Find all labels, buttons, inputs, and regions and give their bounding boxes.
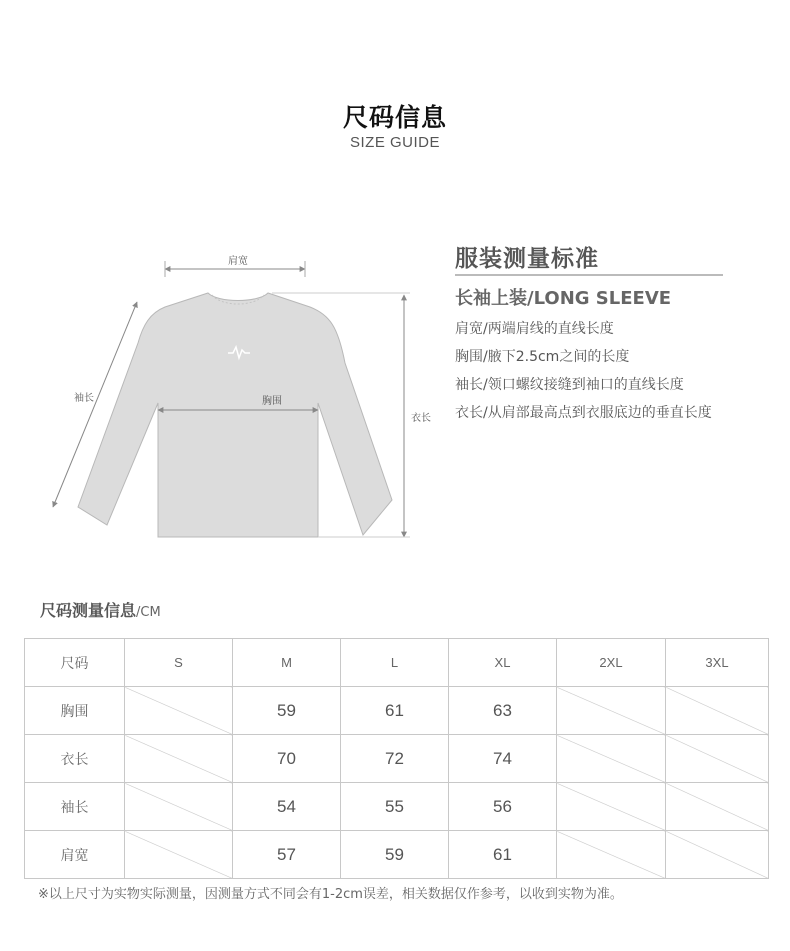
standard-divider <box>455 274 723 276</box>
table-cell: 61 <box>449 831 557 879</box>
page-subtitle: SIZE GUIDE <box>349 134 440 151</box>
size-table-title-text: 尺码测量信息 <box>40 601 137 620</box>
table-cell-empty <box>666 831 769 879</box>
table-header-row <box>25 639 769 687</box>
page-title: 尺码信息 <box>342 103 447 132</box>
table-cell-empty <box>557 783 666 831</box>
sleeve-label: 袖长 <box>74 393 94 404</box>
table-cell: 56 <box>449 783 557 831</box>
table-cell-empty <box>666 735 769 783</box>
table-cell-empty <box>666 687 769 735</box>
standard-item: 胸围/腋下2.5cm之间的长度 <box>455 349 630 365</box>
table-cell: 74 <box>449 735 557 783</box>
standard-list <box>455 318 712 430</box>
table-header-cell: 3XL <box>666 639 769 687</box>
table-row <box>25 735 769 783</box>
shirt-outline <box>78 293 392 537</box>
table-cell: 衣长 <box>25 735 125 783</box>
table-cell-empty <box>557 735 666 783</box>
table-header-cell: 2XL <box>557 639 666 687</box>
table-cell-empty <box>125 687 233 735</box>
table-row <box>25 687 769 735</box>
table-cell-empty <box>125 831 233 879</box>
table-header-cell: XL <box>449 639 557 687</box>
table-cell: 胸围 <box>25 687 125 735</box>
table-cell-empty <box>557 831 666 879</box>
table-cell: 70 <box>233 735 341 783</box>
table-cell-empty <box>666 783 769 831</box>
table-cell: 61 <box>341 687 449 735</box>
standard-subtitle: 长袖上装/LONG SLEEVE <box>455 288 672 309</box>
table-cell: 59 <box>341 831 449 879</box>
table-row <box>25 831 769 879</box>
table-cell: 55 <box>341 783 449 831</box>
standard-item: 袖长/领口螺纹接缝到袖口的直线长度 <box>455 377 684 393</box>
table-row <box>25 783 769 831</box>
table-cell: 72 <box>341 735 449 783</box>
table-header-cell: L <box>341 639 449 687</box>
disclaimer-note: ※以上尺寸为实物实际测量，因测量方式不同会有1-2cm误差，相关数据仅作参考，以收到实物为准。 <box>38 887 623 902</box>
table-header-cell: M <box>233 639 341 687</box>
chest-label: 胸围 <box>262 396 282 407</box>
table-cell: 63 <box>449 687 557 735</box>
table-cell: 肩宽 <box>25 831 125 879</box>
table-cell: 59 <box>233 687 341 735</box>
size-table-unit: /CM <box>136 605 161 620</box>
table-header-cell: S <box>125 639 233 687</box>
standard-item: 衣长/从肩部最高点到衣服底边的垂直长度 <box>455 405 712 421</box>
standard-item: 肩宽/两端肩线的直线长度 <box>455 321 614 337</box>
table-header-cell: 尺码 <box>25 639 125 687</box>
table-cell-empty <box>125 735 233 783</box>
size-table-title <box>40 598 161 621</box>
shoulder-label: 肩宽 <box>228 256 248 267</box>
table-cell: 57 <box>233 831 341 879</box>
standard-title: 服装测量标准 <box>455 246 599 272</box>
shirt-diagram <box>40 245 440 555</box>
size-table <box>24 638 769 879</box>
table-cell-empty <box>557 687 666 735</box>
table-cell-empty <box>125 783 233 831</box>
table-cell: 54 <box>233 783 341 831</box>
table-cell: 袖长 <box>25 783 125 831</box>
length-label: 衣长 <box>411 413 431 424</box>
